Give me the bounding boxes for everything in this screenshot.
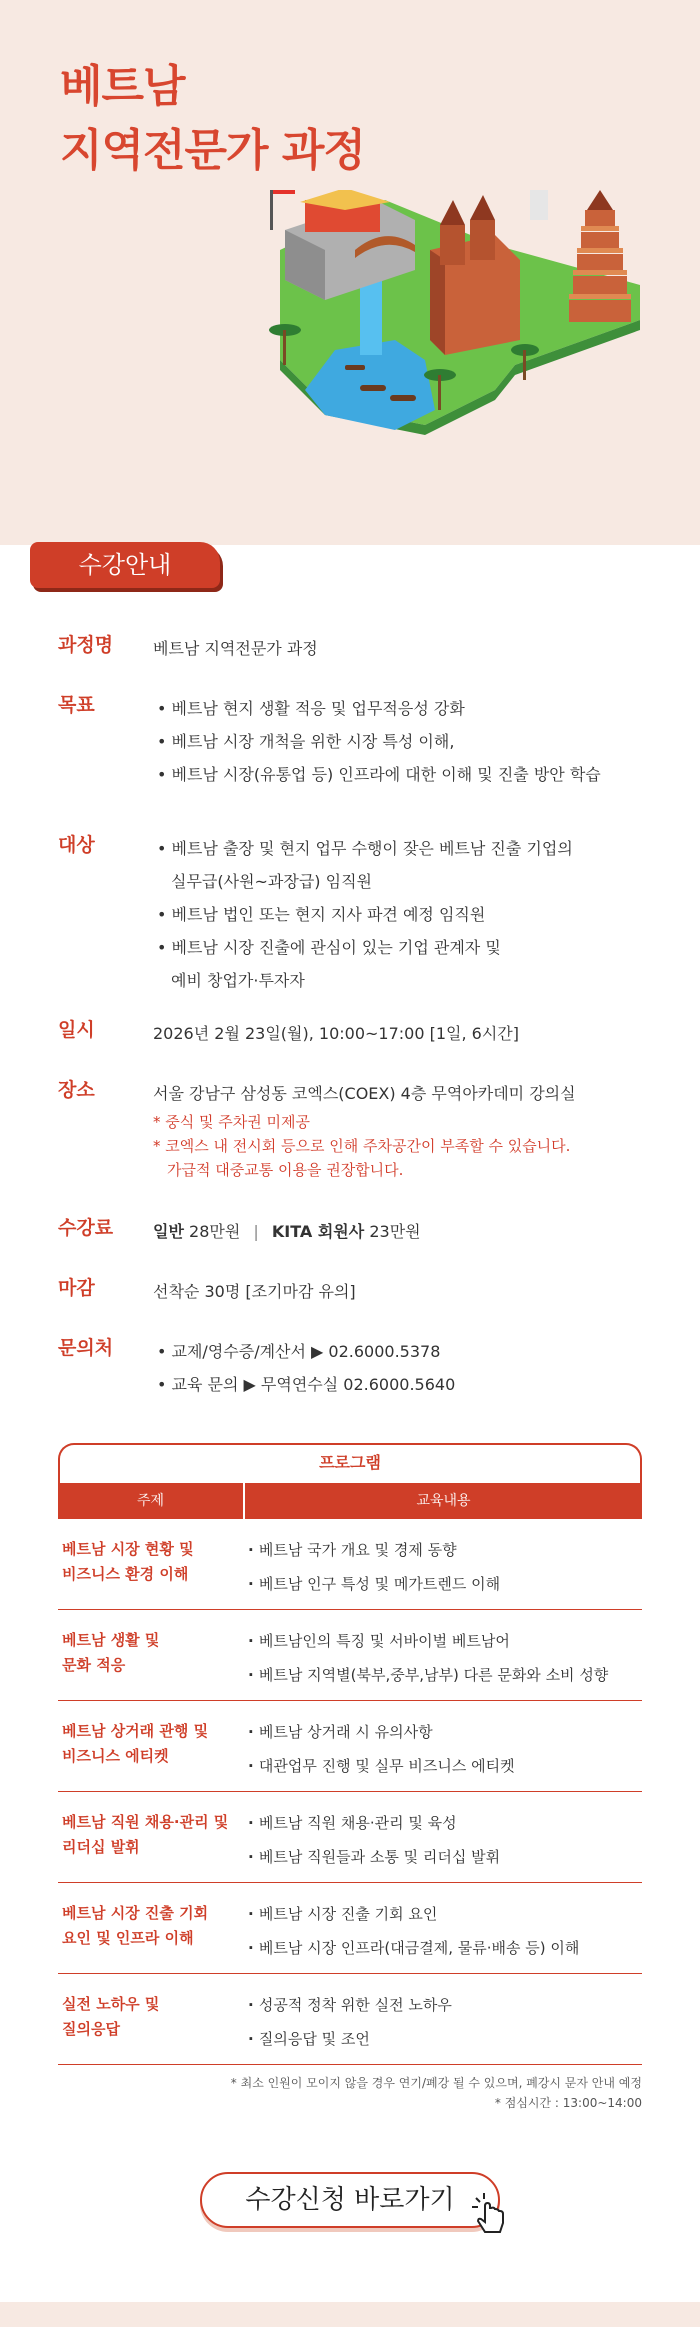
place-note: * 코엑스 내 전시회 등으로 인해 주차공간이 부족할 수 있습니다. [153, 1137, 571, 1155]
info-label-target: 대상 [58, 834, 95, 856]
table-row [58, 1883, 642, 1974]
info-label-deadline: 마감 [58, 1277, 95, 1299]
row-item: · 베트남 직원들과 소통 및 리더십 발휘 [248, 1840, 642, 1874]
info-value-course: 베트남 지역전문가 과정 [153, 639, 318, 658]
fee-general-label: 일반 [153, 1222, 184, 1241]
target-item: • 베트남 출장 및 현지 업무 수행이 잦은 베트남 진출 기업의 [157, 839, 573, 858]
hero-title-line2: 지역전문가 과정 [60, 125, 365, 176]
hero-banner [0, 0, 700, 545]
row-item: · 베트남 시장 인프라(대금결제, 물류·배송 등) 이해 [248, 1931, 642, 1965]
table-row [58, 1519, 642, 1610]
info-label-course: 과정명 [58, 634, 114, 656]
row-topic: 베트남 생활 및 [62, 1631, 160, 1649]
row-topic: 비즈니스 환경 이해 [62, 1565, 189, 1583]
hero-title-line1: 베트남 [60, 61, 185, 112]
info-label-goal: 목표 [58, 694, 95, 716]
program-table [58, 1443, 642, 2113]
row-topic: 실전 노하우 및 [62, 1995, 160, 2013]
row-topic: 베트남 시장 진출 기회 [62, 1904, 209, 1922]
bottom-band [0, 2302, 700, 2327]
contact-item: • 교육 문의 ▶ 무역연수실 02.6000.5640 [157, 1375, 456, 1394]
info-label-place: 장소 [58, 1079, 95, 1101]
row-item: · 베트남 시장 진출 기회 요인 [248, 1897, 642, 1931]
goal-item: • 베트남 시장(유통업 등) 인프라에 대한 이해 및 진출 방안 학습 [157, 765, 601, 784]
contact-item: • 교제/영수증/계산서 ▶ 02.6000.5378 [157, 1342, 441, 1361]
row-item: · 베트남 인구 특성 및 메가트렌드 이해 [248, 1567, 642, 1601]
row-item: · 베트남 국가 개요 및 경제 동향 [248, 1533, 642, 1567]
target-item: • 베트남 법인 또는 현지 지사 파견 예정 임직원 [157, 905, 486, 924]
program-title: 프로그램 [58, 1443, 642, 1483]
column-topic: 주제 [58, 1483, 245, 1519]
place-note: * 중식 및 주차권 미제공 [153, 1113, 310, 1131]
row-topic: 요인 및 인프라 이해 [62, 1929, 194, 1947]
hero-title [60, 55, 365, 183]
section-tab-course-info: 수강안내 [30, 542, 220, 588]
row-item: · 성공적 정착 위한 실전 노하우 [248, 1988, 642, 2022]
fee-divider: | [253, 1222, 259, 1241]
row-topic: 질의응답 [62, 2020, 120, 2038]
goal-item: • 베트남 현지 생활 적응 및 업무적응성 강화 [157, 699, 465, 718]
row-item: · 베트남 상거래 시 유의사항 [248, 1715, 642, 1749]
row-topic: 리더십 발휘 [62, 1838, 140, 1856]
row-topic: 베트남 시장 현황 및 [62, 1540, 194, 1558]
fee-general-value: 28만원 [189, 1222, 241, 1241]
row-topic: 문화 적응 [62, 1656, 126, 1674]
program-column-header [58, 1483, 642, 1519]
row-item: · 대관업무 진행 및 실무 비즈니스 에티켓 [248, 1749, 642, 1783]
program-footnotes [58, 2073, 642, 2113]
row-topic: 베트남 직원 채용·관리 및 [62, 1813, 229, 1831]
target-item: • 베트남 시장 진출에 관심이 있는 기업 관계자 및 [157, 938, 501, 957]
row-item: · 베트남 지역별(북부,중부,남부) 다른 문화와 소비 성향 [248, 1658, 642, 1692]
hand-pointer-icon [470, 2192, 510, 2238]
place-note: 가급적 대중교통 이용을 권장합니다. [167, 1161, 404, 1179]
info-label-date: 일시 [58, 1019, 95, 1041]
fee-member-value: 23만원 [369, 1222, 421, 1241]
row-item: · 베트남 직원 채용·관리 및 육성 [248, 1806, 642, 1840]
goal-item: • 베트남 시장 개척을 위한 시장 특성 이해, [157, 732, 455, 751]
info-value-date: 2026년 2월 23일(월), 10:00~17:00 [1일, 6시간] [153, 1024, 520, 1043]
row-topic: 베트남 상거래 관행 및 [62, 1722, 209, 1740]
target-item-cont: 예비 창업가·투자자 [171, 971, 305, 990]
info-label-contact: 문의처 [58, 1337, 114, 1359]
column-content: 교육내용 [245, 1483, 642, 1519]
info-label-fee: 수강료 [58, 1217, 114, 1239]
target-item-cont: 실무급(사원~과장급) 임직원 [171, 872, 372, 891]
vietnam-landmarks-illustration [265, 190, 655, 510]
table-row [58, 1701, 642, 1792]
footnote: * 최소 인원이 모이지 않을 경우 연기/폐강 될 수 있으며, 폐강시 문자 안내 예정 [230, 2076, 642, 2090]
info-value-place: 서울 강남구 삼성동 코엑스(COEX) 4층 무역아카데미 강의실 [153, 1084, 576, 1103]
info-value-deadline: 선착순 30명 [조기마감 유의] [153, 1282, 356, 1301]
table-row [58, 1974, 642, 2065]
footnote: * 점심시간 : 13:00~14:00 [494, 2096, 642, 2110]
table-row [58, 1792, 642, 1883]
fee-member-label: KITA 회원사 [271, 1222, 365, 1241]
info-value-fee [153, 1215, 421, 1248]
table-row [58, 1610, 642, 1701]
row-topic: 비즈니스 에티켓 [62, 1747, 169, 1765]
row-item: · 질의응답 및 조언 [248, 2022, 642, 2056]
row-item: · 베트남인의 특징 및 서바이벌 베트남어 [248, 1624, 642, 1658]
apply-button[interactable]: 수강신청 바로가기 [200, 2172, 500, 2228]
